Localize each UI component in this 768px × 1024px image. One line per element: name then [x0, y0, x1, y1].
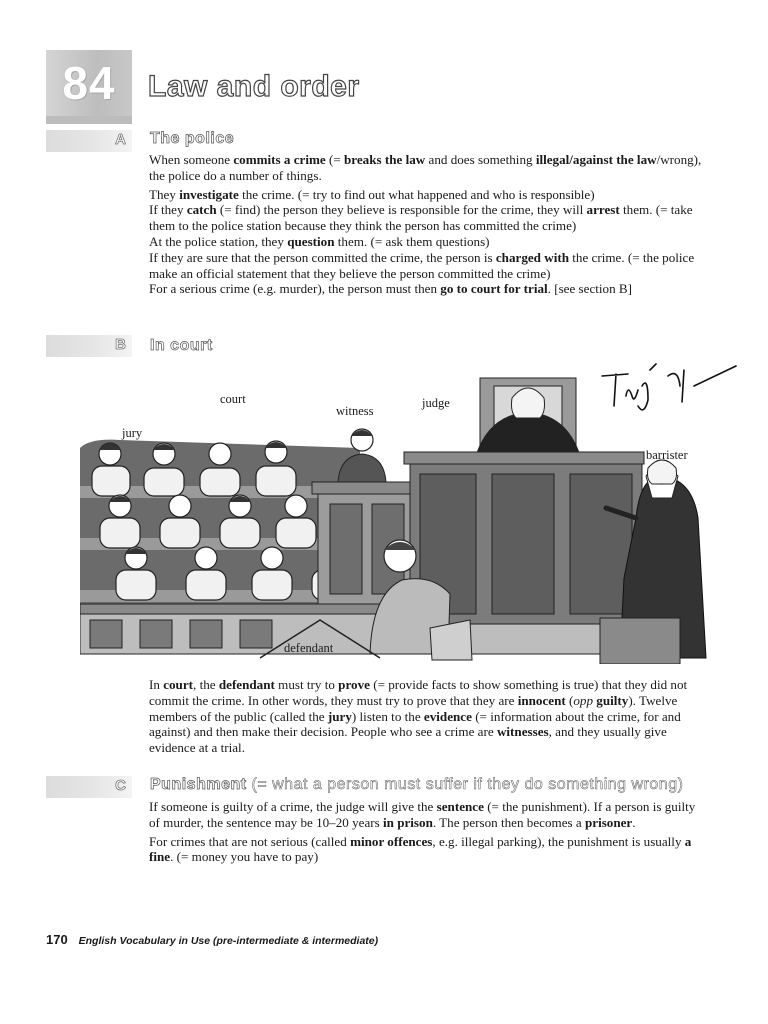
section-b-tab [46, 335, 132, 357]
unit-title: Law and order [148, 70, 360, 103]
section-c-title [150, 776, 683, 794]
handwritten-signature [598, 356, 738, 416]
section-a-paragraph: They investigate the crime. (= try to find out what happened and who is responsible) If they catch (= find) the person they believe is responsible for the crime, they will arrest them. (= take them to the police station because they think the person has committed the crime) At the police station, they question them. (= ask them questions) If they are sure that the person committed the crime, the person is charged with the crime. (= the police make an official statement that they believe the person committed the crime) For a serious crime (e.g. murder), the person must then go to court for trial. [see section B] [149, 186, 695, 297]
label-witness: witness [336, 404, 374, 418]
label-court: court [220, 392, 246, 406]
section-c-body [149, 799, 709, 868]
label-judge: judge [422, 396, 450, 410]
section-c-title-sub: (= what a person must suffer if they do something wrong) [246, 776, 684, 793]
section-c-tab [46, 776, 132, 798]
section-c-title-main: Punishment [150, 776, 247, 793]
section-a-title: The police [150, 130, 235, 147]
section-a-letter: A [115, 131, 126, 148]
section-b-paragraph: In court, the defendant must try to prove (= provide facts to show something is true) that they did not commit the crime. In other words, they must try to prove that they are innocent (opp guilty). Twelve members of the public (called the jury) listen to the evidence (= information about the crime, for and against) and then make their decision. People who see a crime are witnesses, and they usually give evidence at a trial. [149, 677, 688, 756]
section-c-paragraph: If someone is guilty of a crime, the judge will give the sentence (= the punishment). If a person is guilty of murder, the sentence may be 10–20 years in prison. The person then becomes a prisoner. [149, 799, 696, 830]
section-a-paragraph: When someone commits a crime (= breaks the law and does something illegal/against the law/wrong), the police do a number of things. [149, 152, 702, 183]
section-b-letter: B [115, 336, 126, 353]
section-a-body [149, 152, 709, 300]
book-title: English Vocabulary in Use (pre-intermediate & intermediate) [78, 935, 379, 947]
page-footer [46, 932, 378, 947]
unit-badge-bar [46, 116, 132, 124]
section-c-letter: C [115, 777, 126, 794]
unit-number: 84 [62, 57, 116, 109]
page-number: 170 [46, 932, 68, 947]
label-defendant: defendant [284, 641, 334, 655]
section-a-tab [46, 130, 132, 152]
section-b-title: In court [150, 337, 213, 354]
section-c-paragraph: For crimes that are not serious (called minor offences, e.g. illegal parking), the punishment is usually a fine. (= money you have to pay) [149, 833, 692, 865]
unit-number-badge [46, 50, 132, 116]
section-b-body [149, 677, 709, 759]
label-jury: jury [122, 426, 143, 440]
label-barrister: barrister [646, 448, 688, 462]
